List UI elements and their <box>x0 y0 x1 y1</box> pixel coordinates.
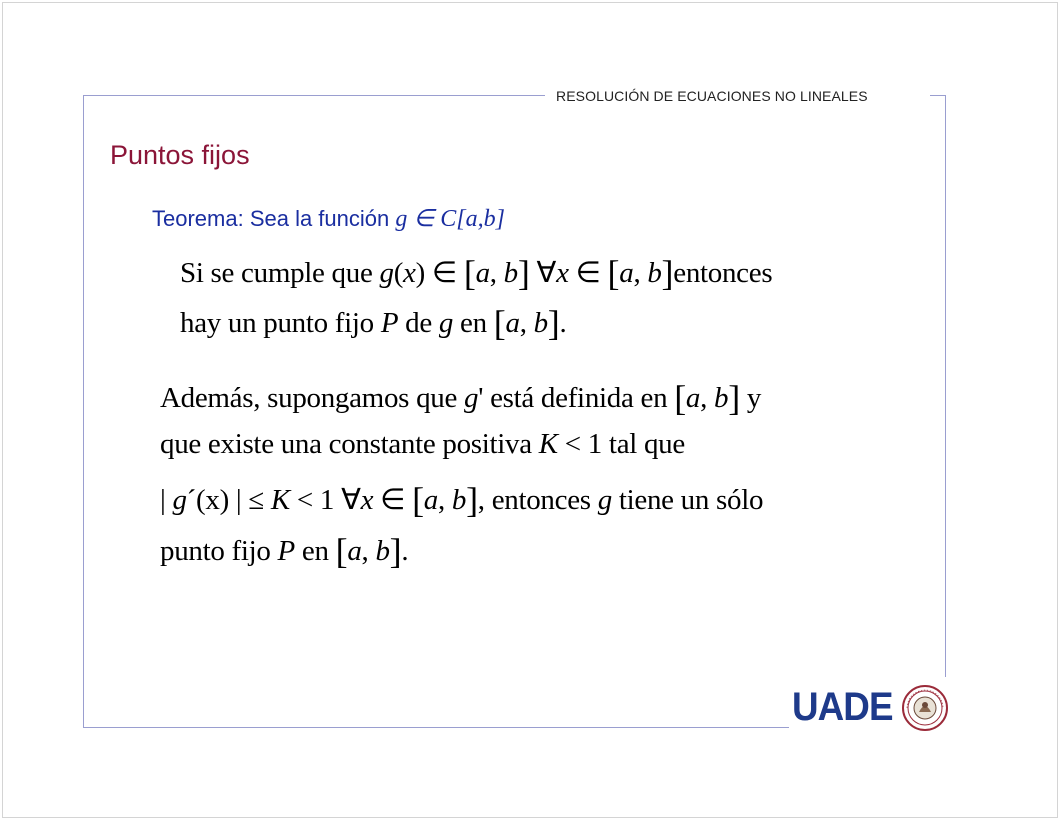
theorem-statement <box>152 204 505 233</box>
section-header: RESOLUCIÓN DE ECUACIONES NO LINEALES <box>556 88 868 104</box>
slide-title: Puntos fijos <box>110 140 250 170</box>
text-line-2: hay un punto fijo P de g en [a, b]. <box>180 303 567 343</box>
uade-logo <box>792 682 954 732</box>
text-line-3: Además, supongamos que g' está definida en [a, b] y <box>160 378 762 418</box>
text-line-4: que existe una constante positiva K < 1 tal que <box>160 428 685 460</box>
frame-bottom-line <box>83 727 789 728</box>
frame-left-line <box>83 95 84 728</box>
theorem-formula: g ∈ C[a,b] <box>395 206 505 232</box>
text-line-1: Si se cumple que g(x) ∈ [a, b] ∀x ∈ [a, b]entonces <box>180 253 773 293</box>
theorem-label: Teorema: Sea la función <box>152 206 390 231</box>
logo-text: UADE <box>792 685 893 729</box>
university-seal-icon <box>901 684 949 732</box>
frame-top-left-line <box>83 95 545 96</box>
text-line-5: | g´(x) | ≤ K < 1 ∀x ∈ [a, b], entonces g tiene un sólo <box>160 480 764 520</box>
text-line-6: punto fijo P en [a, b]. <box>160 531 409 571</box>
frame-right-line <box>945 95 946 677</box>
frame-top-right-line <box>930 95 946 96</box>
